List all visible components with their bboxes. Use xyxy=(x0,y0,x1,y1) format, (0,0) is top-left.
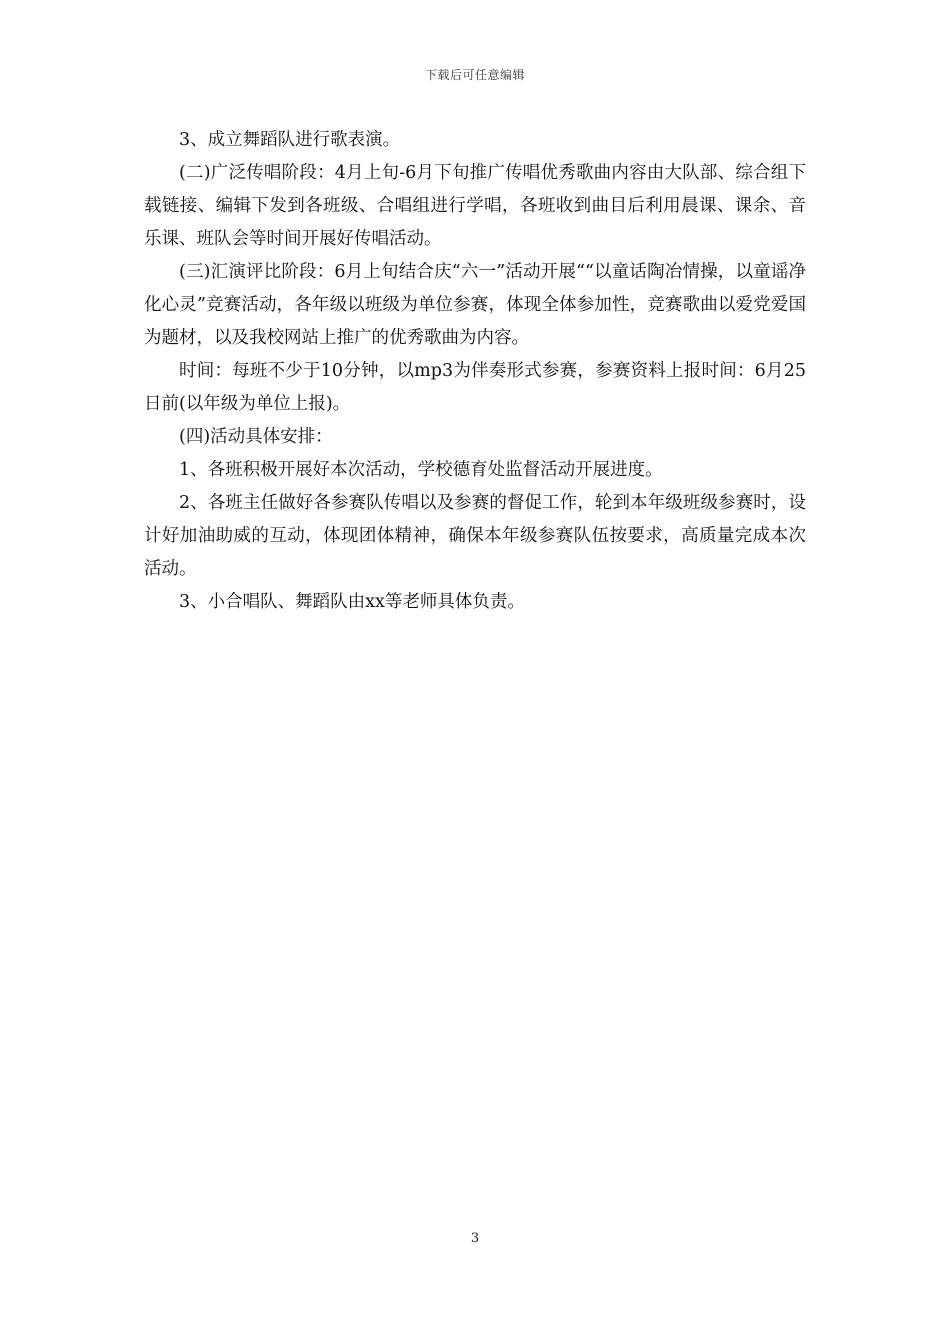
document-body xyxy=(144,124,806,619)
paragraph: 时间：每班不少于10分钟，以mp3为伴奏形式参赛，参赛资料上报时间：6月25日前(以年级为单位上报)。 xyxy=(144,361,806,414)
paragraph: (二)广泛传唱阶段：4月上旬-6月下旬推广传唱优秀歌曲内容由大队部、综合组下载链接、编辑下发到各班级、合唱组进行学唱，各班收到曲目后利用晨课、课余、音乐课、班队会等时间开展好传唱活动。 xyxy=(144,163,806,249)
page-number: 3 xyxy=(470,1231,480,1246)
paragraph: (三)汇演评比阶段：6月上旬结合庆“六一”活动开展““以童话陶冶情操，以童谣净化心灵”竞赛活动，各年级以班级为单位参赛，体现全体参加性，竞赛歌曲以爱党爱国为题材，以及我校网站上推广的优秀歌曲为内容。 xyxy=(144,262,806,348)
paragraph: 1、各班积极开展好本次活动，学校德育处监督活动开展进度。 xyxy=(179,460,663,480)
paragraph: 2、各班主任做好各参赛队传唱以及参赛的督促工作，轮到本年级班级参赛时，设计好加油助威的互动，体现团体精神，确保本年级参赛队伍按要求，高质量完成本次活动。 xyxy=(144,493,806,579)
paragraph: (四)活动具体安排： xyxy=(179,427,333,447)
paragraph: 3、成立舞蹈队进行歌表演。 xyxy=(179,130,401,150)
paragraph: 3、小合唱队、舞蹈队由xx等老师具体负责。 xyxy=(179,592,525,612)
page-header-note: 下载后可任意编辑 xyxy=(424,68,525,82)
